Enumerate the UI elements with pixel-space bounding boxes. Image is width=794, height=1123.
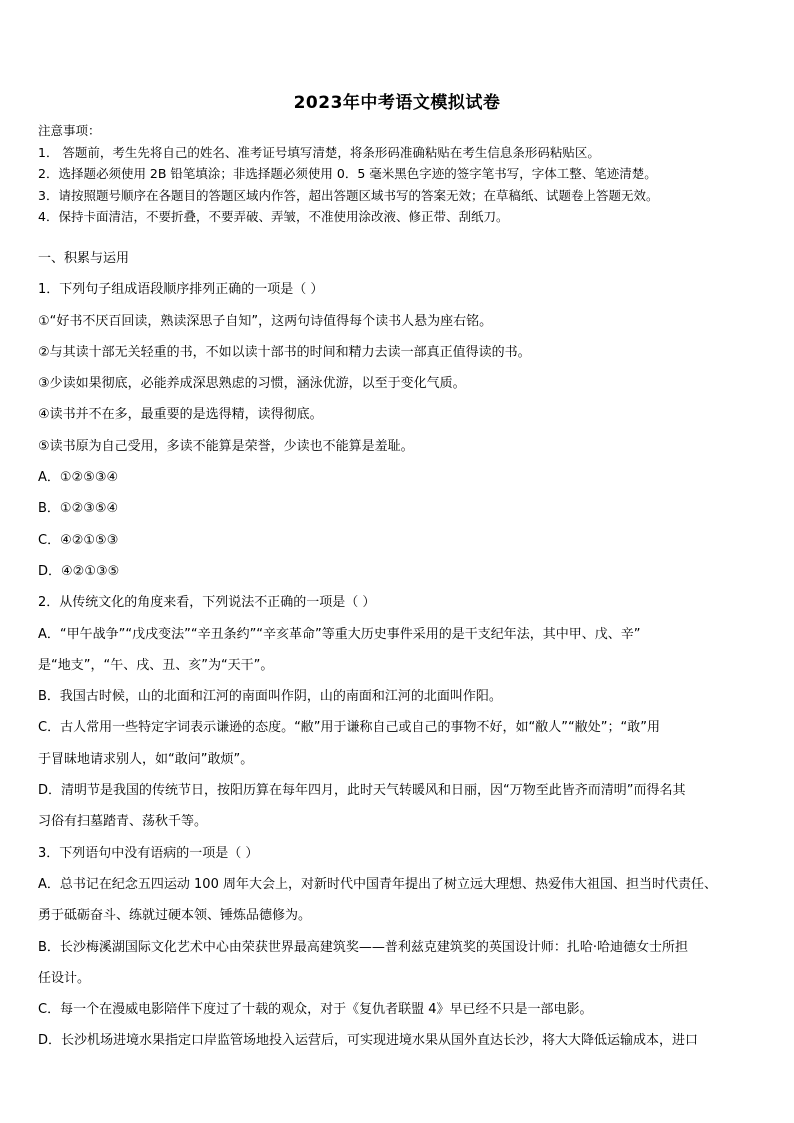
q1-sentence: ①“好书不厌百回读，熟读深思子自知”，这两句诗值得每个读书人悬为座右铭。	[38, 313, 493, 329]
page-title: 2023年中考语文模拟试卷	[293, 93, 501, 113]
q3-stem: 3．下列语句中没有语病的一项是（ ）	[38, 845, 259, 861]
q2-option-c-line2: 于冒昧地请求别人，如“敢问”敢烦”。	[38, 751, 254, 767]
q3-option-a-line1: A．总书记在纪念五四运动 100 周年大会上，对新时代中国青年提出了树立远大理想、热爱伟大祖国、担当时代责任、	[38, 876, 717, 892]
q1-sentence: ③少读如果彻底，必能养成深思熟虑的习惯，涵泳优游，以至于变化气质。	[38, 376, 466, 392]
q3-option-c: C．每一个在漫威电影陪伴下度过了十载的观众，对于《复仇者联盟 4》早已经不只是一部电影。	[38, 1002, 593, 1018]
notice-item: 3．请按照题号顺序在各题目的答题区域内作答，超出答题区域书写的答案无效；在草稿纸、试题卷上答题无效。	[38, 187, 659, 203]
q1-stem: 1．下列句子组成语段顺序排列正确的一项是（ ）	[38, 282, 324, 298]
question-body	[38, 243, 758, 1057]
q2-option-c-line1: C．古人常用一些特定字词表示谦逊的态度。“敝”用于谦称自己或自己的事物不好，如“敝人”“敝处”；“敢”用	[38, 720, 660, 736]
q1-option-c: C．④②①⑤③	[38, 532, 119, 548]
section-heading: 一、积累与运用	[38, 251, 130, 266]
q2-option-a-line1: A．“甲午战争”“戊戌变法”“辛丑条约”“辛亥革命”等重大历史事件采用的是干支纪年法，其中甲、戊、辛”	[38, 626, 641, 642]
q1-sentence: ②与其读十部无关轻重的书，不如以读十部书的时间和精力去读一部真正值得读的书。	[38, 344, 531, 360]
q3-option-a-line2: 勇于砥砺奋斗、练就过硬本领、锤炼品德修为。	[38, 908, 312, 924]
q3-option-b-line2: 任设计。	[38, 970, 91, 986]
q2-option-d-line1: D．清明节是我国的传统节日，按阳历算在每年四月，此时天气转暖风和日丽，因“万物至此皆齐而清明”而得名其	[38, 783, 686, 799]
q2-option-a-line2: 是“地支”，“午、戌、丑、亥”为“天干”。	[38, 657, 274, 673]
q2-stem: 2．从传统文化的角度来看，下列说法不正确的一项是（ ）	[38, 595, 376, 611]
notice-item: 2．选择题必须使用 2B 铅笔填涂；非选择题必须使用 0．5 毫米黑色字迹的签字笔书写，字体工整、笔迹清楚。	[38, 166, 657, 181]
notice-heading: 注意事项：	[38, 123, 101, 138]
q3-option-b-line1: B．长沙梅溪湖国际文化艺术中心由荣获世界最高建筑奖——普利兹克建筑奖的英国设计师：扎哈·哈迪德女士所担	[38, 939, 689, 955]
notice-block	[38, 120, 758, 228]
notice-item: 4．保持卡面清洁，不要折叠，不要弄破、弄皱，不准使用涂改液、修正带、刮纸刀。	[38, 209, 509, 224]
q1-sentence: ⑤读书原为自己受用，多读不能算是荣誉，少读也不能算是羞耻。	[38, 438, 414, 454]
notice-item: 1． 答题前，考生先将自己的姓名、准考证号填写清楚，将条形码准确粘贴在考生信息条形码粘贴区。	[38, 144, 600, 160]
q2-option-d-line2: 习俗有扫墓踏青、荡秋千等。	[38, 814, 208, 830]
q1-option-b: B．①②③⑤④	[38, 501, 119, 517]
q1-sentence: ④读书并不在多，最重要的是选得精，读得彻底。	[38, 407, 323, 423]
q2-option-b: B．我国古时候，山的北面和江河的南面叫作阴，山的南面和江河的北面叫作阳。	[38, 689, 502, 705]
q1-option-d: D．④②①③⑤	[38, 563, 120, 579]
q1-option-a: A．①②⑤③④	[38, 470, 119, 486]
q3-option-d-line1: D．长沙机场进境水果指定口岸监管场地投入运营后，可实现进境水果从国外直达长沙，将大大降低运输成本，进口	[38, 1033, 699, 1049]
